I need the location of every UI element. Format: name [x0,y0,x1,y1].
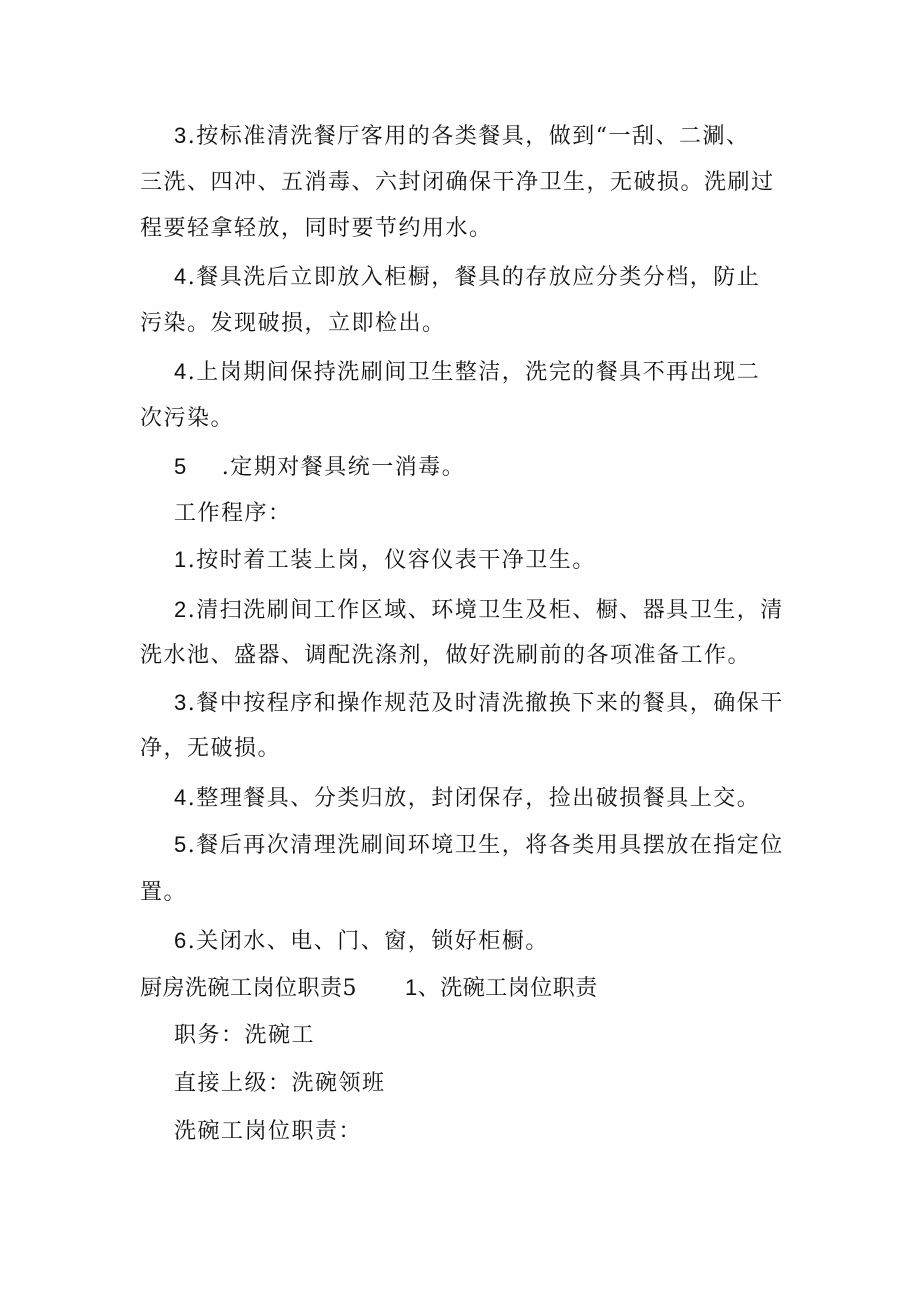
paragraph-4a-line-1 [174,262,760,293]
paragraph-text: .按标准清洗餐厅客用的各类餐具，做到“一刮、二涮、 [187,124,750,149]
step-3-line-2: 净，无破损。 [140,736,282,761]
step-2-line-1 [174,595,784,626]
step-text: .清扫洗刷间工作区域、环境卫生及柜、橱、器具卫生，清 [187,598,784,623]
step-4-line-1 [174,783,760,814]
paragraph-text: .餐具洗后立即放入柜橱，餐具的存放应分类分档，防止 [187,265,761,290]
step-number: 4 [174,785,188,810]
section-sub-number: 1 [405,975,418,1000]
paragraph-4a-line-2: 污染。发现破损，立即检出。 [140,311,446,336]
paragraph-3-line-3: 程要轻拿轻放，同时要节约用水。 [140,216,493,241]
step-1-line-1 [174,545,596,576]
paragraph-5-line-1 [174,452,465,483]
section-sub-text: 、洗碗工岗位职责 [417,976,598,1001]
step-text: .按时着工装上岗，仪容仪表干净卫生。 [187,548,596,573]
superior-label: 直接上级：洗碗领班 [174,1071,386,1096]
step-5-line-2: 置。 [140,880,188,905]
item-number: 4 [174,359,188,384]
step-number: 3 [174,690,188,715]
step-text: .关闭水、电、门、窗，锁好柜橱。 [187,929,549,954]
paragraph-4b-line-2: 次污染。 [140,406,235,431]
procedure-heading: 工作程序： [174,501,292,526]
item-number: 5 [174,454,188,479]
paragraph-text: .上岗期间保持洗刷间卫生整洁，洗完的餐具不再出现二 [187,360,761,385]
paragraph-3-line-2: 三洗、四冲、五消毒、六封闭确保干净卫生，无破损。洗刷过 [140,170,775,195]
duty-label: 职务：洗碗工 [174,1023,316,1048]
step-3-line-1 [174,688,784,719]
item-number: 3 [174,123,188,148]
paragraph-text: .定期对餐具统一消毒。 [221,455,466,480]
step-6-line-1 [174,926,549,957]
paragraph-3-line-1 [174,121,750,152]
step-number: 1 [174,547,188,572]
step-2-line-2: 洗水池、盛器、调配洗涤剂，做好洗刷前的各项准备工作。 [140,643,752,668]
step-text: .餐后再次清理洗刷间环境卫生，将各类用具摆放在指定位 [187,833,784,858]
section-title [140,973,598,1004]
item-number: 4 [174,264,188,289]
step-text: .整理餐具、分类归放，封闭保存，捡出破损餐具上交。 [187,786,761,811]
paragraph-4b-line-1 [174,357,760,388]
step-number: 5 [174,832,188,857]
section-title-text: 厨房洗碗工岗位职责5 [140,976,357,1001]
step-number: 6 [174,928,188,953]
step-number: 2 [174,597,188,622]
step-text: .餐中按程序和操作规范及时清洗撤换下来的餐具，确保干 [187,691,784,716]
step-5-line-1 [174,830,784,861]
duties-heading: 洗碗工岗位职责： [174,1119,363,1144]
